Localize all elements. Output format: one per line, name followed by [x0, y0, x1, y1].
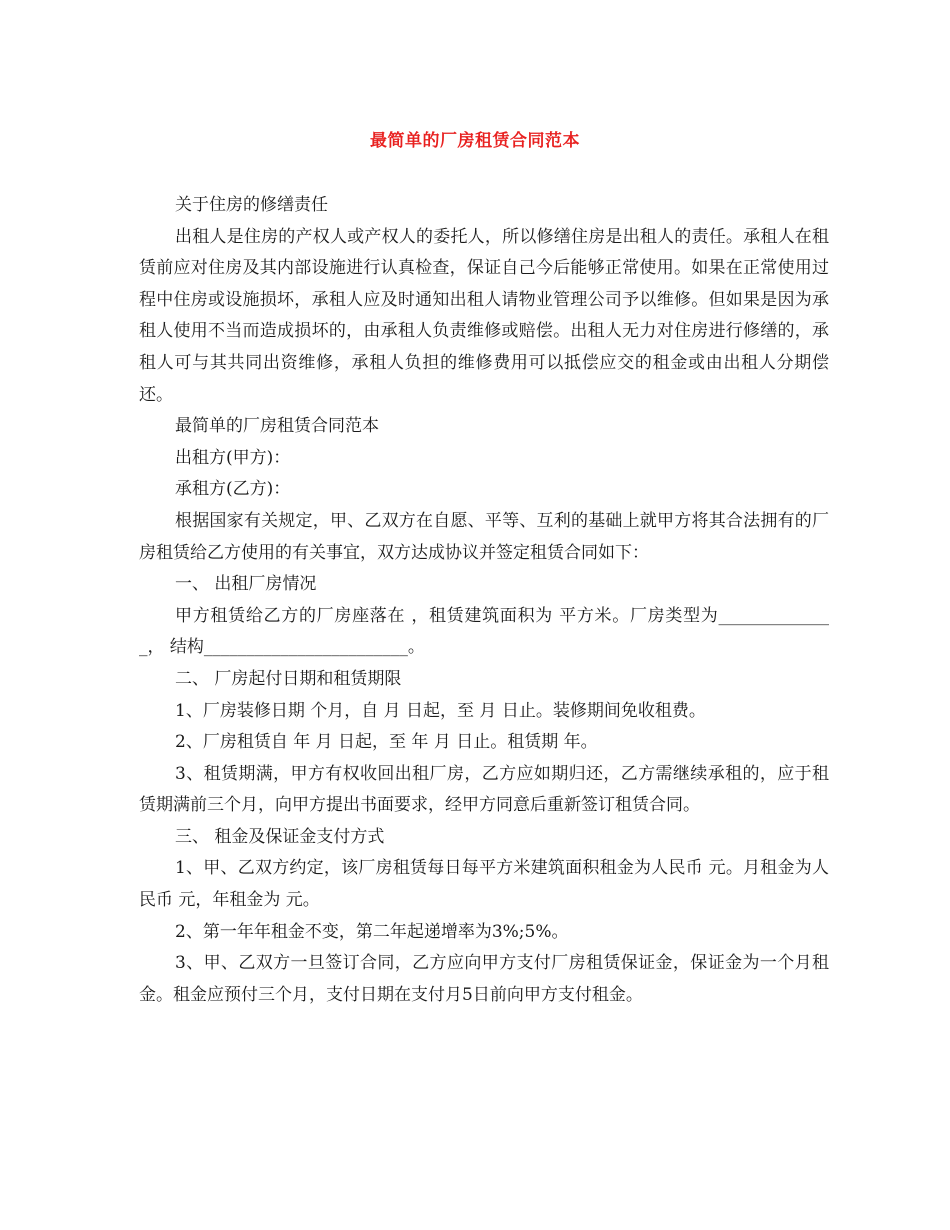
clause-3-3: 3、甲、乙双方一旦签订合同，乙方应向甲方支付厂房租赁保证金，保证金为一个月租金。租金应预付三个月，支付日期在支付月5日前向甲方支付租金。: [139, 953, 829, 1005]
section-3-heading: 三、 租金及保证金支付方式: [175, 826, 385, 847]
clause-2-3: 3、租赁期满，甲方有权收回出租厂房，乙方应如期归还，乙方需继续承租的，应于租赁期满前三个月，向甲方提出书面要求，经甲方同意后重新签订租赁合同。: [139, 763, 829, 816]
clause-3-2: 2、第一年年租金不变，第二年起递增率为3%;5%。: [175, 921, 569, 942]
paragraph-preamble: 根据国家有关规定，甲、乙双方在自愿、平等、互利的基础上就甲方将其合法拥有的厂房租赁给乙方使用的有关事宜，双方达成协议并签定租赁合同如下：: [139, 510, 829, 563]
section-2-heading: 二、 厂房起付日期和租赁期限: [175, 668, 402, 689]
clause-3-1: 1、甲、乙双方约定，该厂房租赁每日每平方米建筑面积租金为人民币 元。月租金为人民币 元，年租金为 元。: [139, 858, 829, 911]
paragraph-repair-heading: 关于住房的修缮责任: [175, 195, 328, 215]
section-1-heading: 一、 出租厂房情况: [175, 574, 317, 595]
paragraph-lessor: 出租方(甲方)：: [175, 447, 291, 468]
paragraph-factory-info: 甲方租赁给乙方的厂房座落在 ，租赁建筑面积为 平方米。厂房类型为______________， 结构________________________。: [139, 605, 829, 658]
paragraph-lessee: 承租方(乙方)：: [175, 479, 291, 500]
clause-2-2: 2、厂房租赁自 年 月 日起，至 年 月 日止。租赁期 年。: [175, 732, 598, 753]
document-body: [139, 190, 829, 1011]
paragraph-repair-responsibility: 出租人是住房的产权人或产权人的委托人，所以修缮住房是出租人的责任。承租人在租赁前应对住房及其内部设施进行认真检查，保证自己今后能够正常使用。如果在正常使用过程中住房或设施损坏，承租人应及时通知出租人请物业管理公司予以维修。但如果是因为承租人使用不当而造成损坏的，由承租人负责维修或赔偿。出租人无力对住房进行修缮的，承租人可与其共同出资维修，承租人负担的维修费用可以抵偿应交的租金或由出租人分期偿还。: [139, 226, 829, 405]
clause-2-1: 1、厂房装修日期 个月，自 月 日起，至 月 日止。装修期间免收租费。: [175, 700, 706, 721]
document-title: 最简单的厂房租赁合同范本: [370, 131, 580, 151]
paragraph-contract-heading: 最简单的厂房租赁合同范本: [175, 416, 379, 437]
